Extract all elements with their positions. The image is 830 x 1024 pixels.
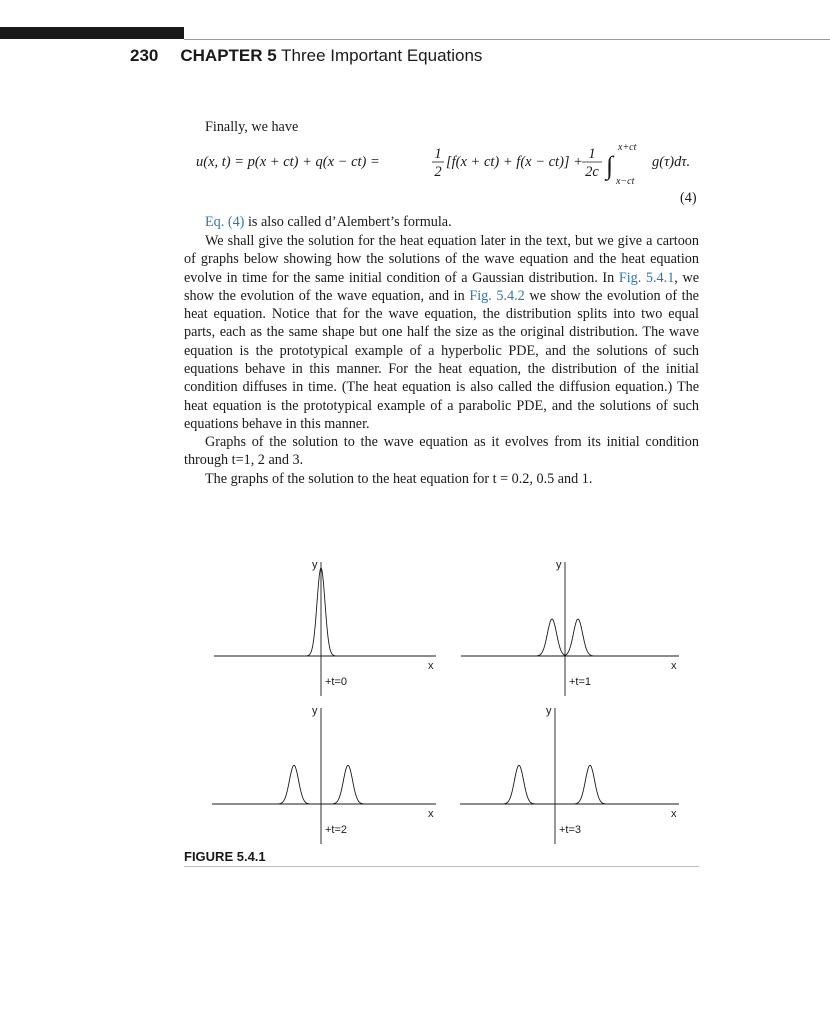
- figure-5-4-2-link[interactable]: Fig. 5.4.2: [469, 287, 525, 304]
- wave-panel-t-2: [212, 705, 436, 844]
- frac1-numerator: 1: [434, 146, 442, 162]
- figure-5-4-1-link[interactable]: Fig. 5.4.1: [618, 269, 675, 286]
- time-label: +t=3: [559, 824, 582, 836]
- y-axis-label: y: [556, 559, 562, 571]
- paragraph-2-text-a: We shall give the solution for the heat equation later in the text, but we give a cartoon of graphs below showing how the solutions of the wave equation and the heat equation evolve in time for the same initial condition of a Gaussian distribution. In: [184, 233, 699, 286]
- y-axis-label: y: [312, 559, 318, 571]
- integrand: g(τ)dτ.: [652, 154, 691, 170]
- equation-middle: [f(x + ct) + f(x − ct)] +: [446, 154, 583, 170]
- chapter-title: Three Important Equations: [281, 46, 483, 65]
- figure-caption: FIGURE 5.4.1: [184, 849, 266, 864]
- gaussian-peak: [276, 765, 313, 804]
- gaussian-peak: [501, 765, 537, 804]
- paragraph-2-text-b: , we show the evolution of the wave equation, and in: [184, 269, 700, 304]
- page-number: 230: [130, 46, 159, 65]
- wave-panel-t-0: [214, 559, 436, 696]
- y-axis-label: y: [312, 705, 318, 717]
- integral-sign: ∫: [606, 151, 614, 180]
- time-label: +t=1: [569, 676, 592, 688]
- x-axis-label: x: [671, 808, 677, 820]
- gaussian-peak: [572, 765, 609, 804]
- x-axis-label: x: [428, 808, 434, 820]
- x-axis-label: x: [428, 660, 434, 672]
- equation-link[interactable]: Eq. (4): [205, 214, 245, 230]
- wave-panel-t-1: [461, 559, 679, 696]
- frac1-denominator: 2: [434, 164, 442, 180]
- frac2-numerator: 1: [588, 146, 596, 162]
- integral-lower-limit: x−ct: [616, 176, 635, 187]
- paragraph-1-text: is also called d’Alembert’s formula.: [244, 214, 452, 230]
- paragraph-3: Graphs of the solution to the wave equation as it evolves from its initial condition through t=1, 2 and 3.: [184, 434, 699, 469]
- y-axis-label: y: [546, 705, 552, 717]
- time-label: +t=2: [325, 824, 348, 836]
- paragraph-4: The graphs of the solution to the heat equation for t = 0.2, 0.5 and 1.: [205, 471, 593, 487]
- caption-rule: [184, 866, 699, 867]
- frac2-denominator: 2c: [585, 164, 599, 180]
- equation-number: (4): [680, 190, 697, 206]
- integral-upper-limit: x+ct: [618, 142, 637, 153]
- wave-panel-t-3: [460, 705, 679, 844]
- equation-lhs: u(x, t) = p(x + ct) + q(x − ct) =: [196, 154, 380, 170]
- time-label: +t=0: [325, 676, 348, 688]
- gaussian-peak: [330, 765, 367, 804]
- chapter-label: CHAPTER 5: [180, 46, 277, 65]
- x-axis-label: x: [671, 660, 677, 672]
- paragraph-2-text-c: we show the evolution of the heat equation. Notice that for the wave equation, the distribution splits into two equal parts, each as the same shape but one half the size as the original distribution. The wave equation is the prototypical example of a hyperbolic PDE, and the solutions of such equations behave in this manner. For the heat equation, the distribution of the initial condition diffuses in time. (The heat equation is also called the diffusion equation.) The heat equation is the prototypical example of a parabolic PDE, and the solutions of such equations behave in this manner.: [184, 287, 699, 432]
- intro-text: Finally, we have: [205, 119, 299, 135]
